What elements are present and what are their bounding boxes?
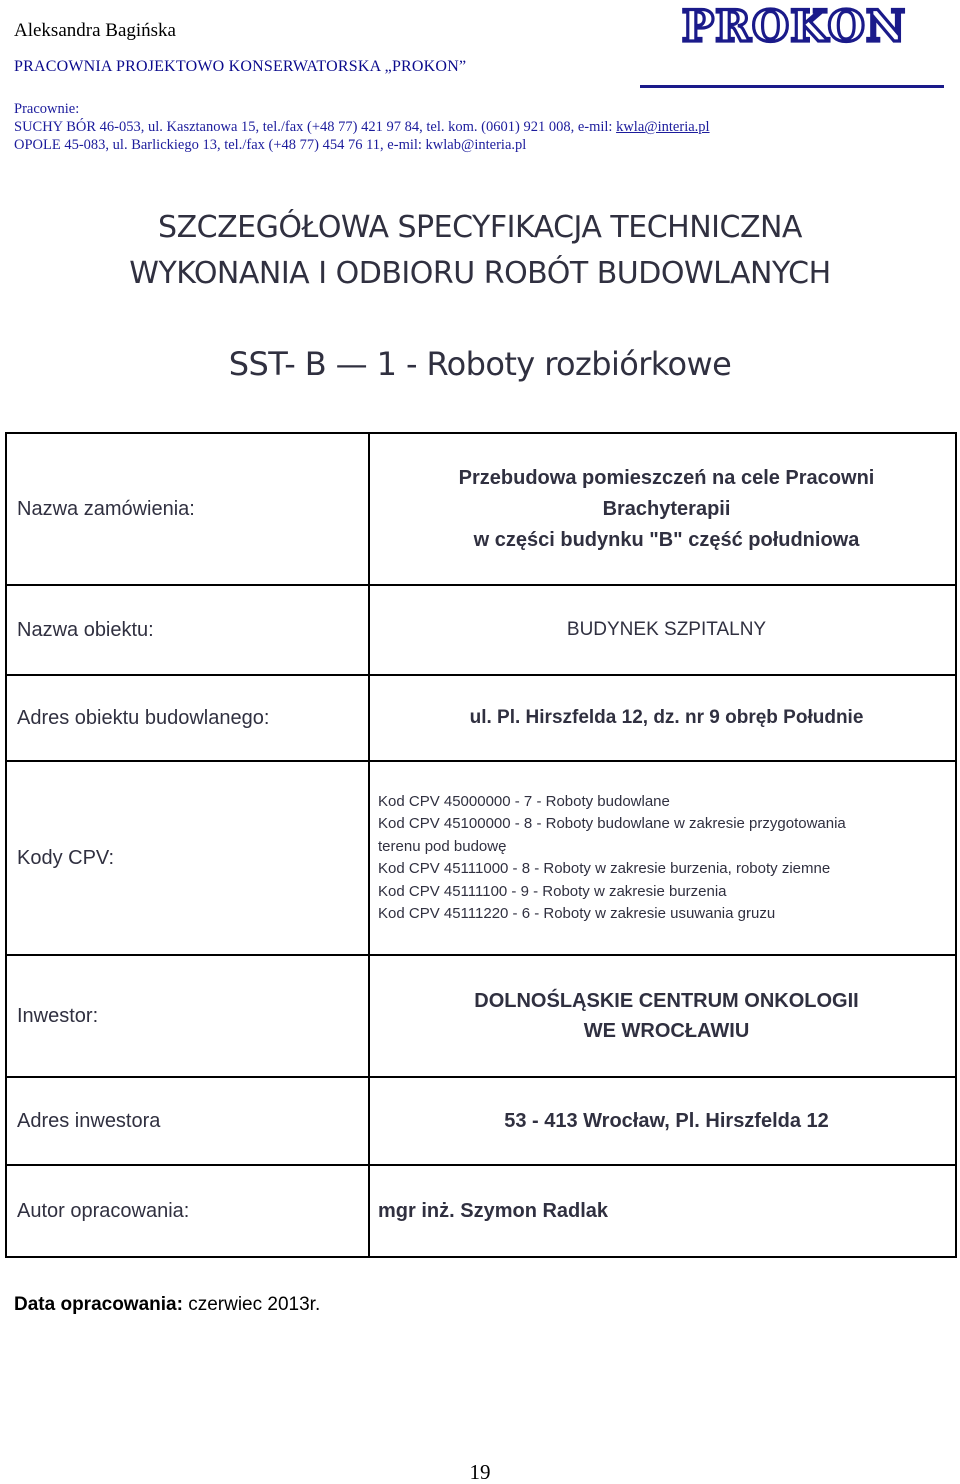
studio-name: PRACOWNIA PROJEKTOWO KONSERWATORSKA „PROKON” bbox=[14, 58, 467, 75]
order-name-line3: w części budynku "B" część południowa bbox=[473, 528, 860, 551]
cpv-code: Kod CPV 45000000 - 7 - Roboty budowlane bbox=[378, 792, 670, 810]
row-investor bbox=[6, 955, 956, 1077]
author-name: Aleksandra Bagińska bbox=[14, 20, 176, 41]
cpv-label: Kody CPV: bbox=[6, 761, 369, 955]
row-cpv-codes bbox=[6, 761, 956, 955]
email-link[interactable]: kwla@interia.pl bbox=[616, 119, 710, 135]
date-label: Data opracowania: bbox=[14, 1294, 183, 1315]
document-title-line1: SZCZEGÓŁOWA SPECYFIKACJA TECHNICZNA bbox=[158, 210, 802, 245]
author-label: Autor opracowania: bbox=[6, 1165, 369, 1257]
row-author bbox=[6, 1165, 956, 1257]
contacts-line1-text: SUCHY BÓR 46-053, ul. Kasztanowa 15, tel./fax (+48 77) 421 97 84, tel. kom. (0601) 921 008, e-mil: bbox=[14, 119, 617, 135]
object-address-value: ul. Pl. Hirszfelda 12, dz. nr 9 obręb Południe bbox=[369, 675, 956, 761]
order-name-line1: Przebudowa pomieszczeń na cele Pracowni bbox=[458, 466, 875, 489]
investor-value bbox=[369, 955, 956, 1077]
row-order-name bbox=[6, 433, 956, 585]
order-name-label: Nazwa zamówienia: bbox=[6, 433, 369, 585]
investor-address-label: Adres inwestora bbox=[6, 1077, 369, 1165]
cpv-codes-list bbox=[369, 761, 956, 955]
prokon-logo bbox=[644, 4, 944, 48]
logo-text: PROKON bbox=[681, 4, 907, 48]
contacts-line-suchy-bor bbox=[14, 118, 710, 136]
cpv-code: terenu pod budowę bbox=[378, 837, 507, 855]
object-name-value: BUDYNEK SZPITALNY bbox=[369, 585, 956, 675]
contacts-block bbox=[14, 100, 710, 154]
date-value: czerwiec 2013r. bbox=[188, 1294, 321, 1315]
cpv-code: Kod CPV 45111220 - 6 - Roboty w zakresie usuwania gruzu bbox=[378, 905, 776, 922]
investor-line2: WE WROCŁAWIU bbox=[583, 1020, 750, 1042]
author-value: mgr inż. Szymon Radlak bbox=[369, 1165, 956, 1257]
object-address-label: Adres obiektu budowlanego: bbox=[6, 675, 369, 761]
investor-label: Inwestor: bbox=[6, 955, 369, 1077]
header-rule bbox=[640, 85, 944, 88]
document-title-line2: WYKONANIA I ODBIORU ROBÓT BUDOWLANYCH bbox=[129, 256, 831, 291]
object-name-label: Nazwa obiektu: bbox=[6, 585, 369, 675]
investor-address-value: 53 - 413 Wrocław, Pl. Hirszfelda 12 bbox=[369, 1077, 956, 1165]
order-name-value bbox=[369, 433, 956, 585]
cpv-code: Kod CPV 45111000 - 8 - Roboty w zakresie burzenia, roboty ziemne bbox=[378, 860, 831, 877]
info-table bbox=[5, 432, 957, 1258]
cpv-code: Kod CPV 45100000 - 8 - Roboty budowlane w zakresie przygotowania bbox=[378, 815, 846, 832]
order-name-line2: Brachyterapii bbox=[602, 497, 731, 520]
contacts-line-opole: OPOLE 45-083, ul. Barlickiego 13, tel./fax (+48 77) 454 76 11, e-mil: kwlab@interia.pl bbox=[14, 137, 527, 153]
page-number: 19 bbox=[469, 1460, 491, 1484]
row-investor-address bbox=[6, 1077, 956, 1165]
row-object-address bbox=[6, 675, 956, 761]
cpv-code: Kod CPV 45111100 - 9 - Roboty w zakresie burzenia bbox=[378, 882, 727, 900]
contacts-label: Pracownie: bbox=[14, 101, 80, 117]
document-subtitle: SST- B — 1 - Roboty rozbiórkowe bbox=[228, 345, 732, 383]
investor-line1: DOLNOŚLĄSKIE CENTRUM ONKOLOGII bbox=[474, 990, 859, 1012]
date-line bbox=[14, 1294, 320, 1316]
row-object-name bbox=[6, 585, 956, 675]
